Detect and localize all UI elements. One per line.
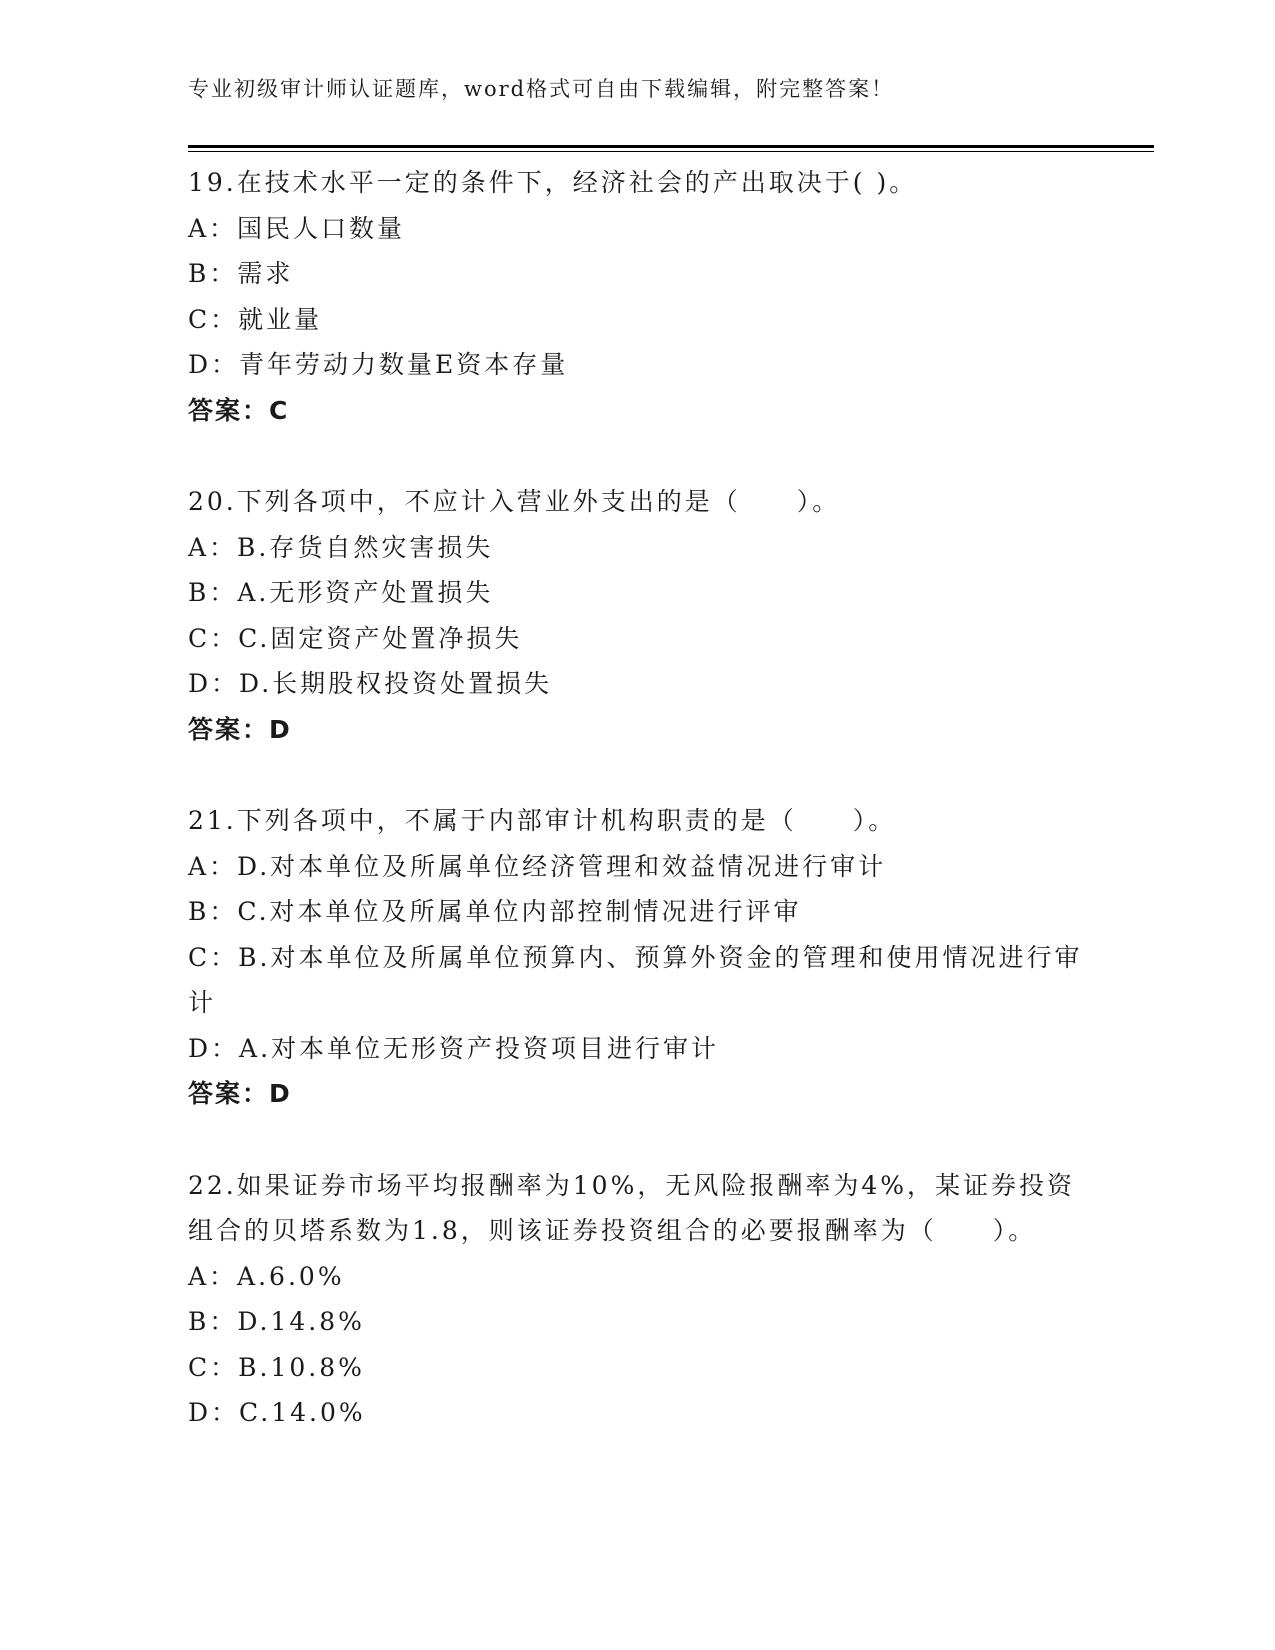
option-b: B：C.对本单位及所属单位内部控制情况进行评审 <box>188 897 802 926</box>
option-c: C：就业量 <box>188 304 323 334</box>
option-a: A：国民人口数量 <box>188 213 406 243</box>
option-d: D：C.14.0% <box>188 1398 366 1427</box>
header-divider-thin <box>188 151 1154 152</box>
question-stem: 19.在技术水平一定的条件下，经济社会的产出取决于( )。 <box>188 168 918 197</box>
option-d: D：青年劳动力数量E资本存量 <box>188 350 569 379</box>
question-stem: 22.如果证券市场平均报酬率为10%，无风险报酬率为4%，某证券投资组合的贝塔系数为1.8，则该证券投资组合的必要报酬率为（ ）。 <box>188 1170 1075 1245</box>
question-20 <box>188 479 1088 752</box>
question-19 <box>188 160 1088 433</box>
answer-line: 答案：D <box>188 1079 292 1108</box>
question-21 <box>188 798 1088 1117</box>
option-c: C：B.10.8% <box>188 1352 365 1382</box>
question-22 <box>188 1163 1088 1436</box>
page-header: 专业初级审计师认证题库，word格式可自由下载编辑，附完整答案！ <box>188 77 895 101</box>
option-b: B：需求 <box>188 259 294 288</box>
option-a: A：B.存货自然灾害损失 <box>188 532 494 562</box>
option-d: D：A.对本单位无形资产投资项目进行审计 <box>188 1033 720 1063</box>
option-a: A：A.6.0% <box>188 1261 345 1291</box>
option-a: A：D.对本单位及所属单位经济管理和效益情况进行审计 <box>188 851 887 881</box>
question-stem: 20.下列各项中，不应计入营业外支出的是（ ）。 <box>188 487 841 516</box>
option-d: D：D.长期股权投资处置损失 <box>188 669 553 698</box>
option-c: C：C.固定资产处置净损失 <box>188 623 523 653</box>
header-divider-thick <box>188 145 1154 148</box>
option-c: C：B.对本单位及所属单位预算内、预算外资金的管理和使用情况进行审计 <box>188 942 1083 1017</box>
answer-line: 答案：C <box>188 395 290 425</box>
question-stem: 21.下列各项中，不属于内部审计机构职责的是（ ）。 <box>188 806 897 835</box>
question-list <box>188 160 1088 1436</box>
option-b: B：D.14.8% <box>188 1307 365 1336</box>
answer-line: 答案：D <box>188 714 292 744</box>
option-b: B：A.无形资产处置损失 <box>188 578 494 607</box>
